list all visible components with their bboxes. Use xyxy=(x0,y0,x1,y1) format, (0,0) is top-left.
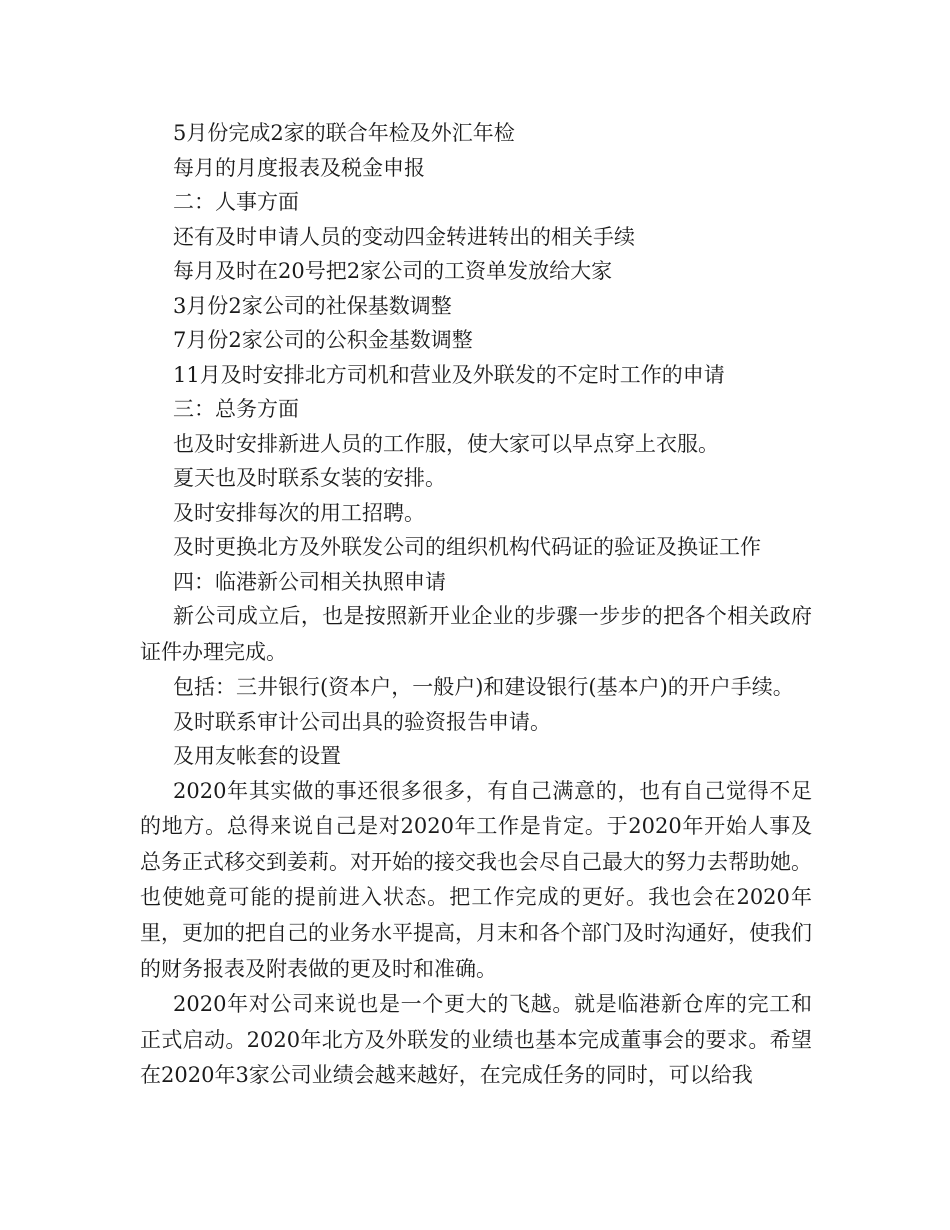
text-line: 及用友帐套的设置 xyxy=(173,744,341,769)
text-line: 11月及时安排北方司机和营业及外联发的不定时工作的申请 xyxy=(173,362,725,387)
document-body xyxy=(140,116,812,1094)
text-line: 7月份2家公司的公积金基数调整 xyxy=(173,328,473,352)
text-line: 每月及时在20号把2家公司的工资单发放给大家 xyxy=(173,259,613,283)
section-heading: 四：临港新公司相关执照申请 xyxy=(173,569,446,594)
text-line: 还有及时申请人员的变动四金转进转出的相关手续 xyxy=(173,224,635,249)
paragraph: 2020年其实做的事还很多很多，有自己满意的，也有自己觉得不足的地方。总得来说自己是对2020年工作是肯定。于2020年开始人事及总务正式移交到姜莉。对开始的接交我也会尽自己最大的努力去帮助她。也使她竟可能的提前进入状态。把工作完成的更好。我也会在2020年里，更加的把自己的业务水平提高，月末和各个部门及时沟通好，使我们的财务报表及附表做的更及时和准确。 xyxy=(140,778,812,981)
paragraph: 新公司成立后，也是按照新开业企业的步骤一步步的把各个相关政府证件办理完成。 xyxy=(140,604,812,664)
paragraph: 2020年对公司来说也是一个更大的飞越。就是临港新仓库的完工和正式启动。2020年北方及外联发的业绩也基本完成董事会的要求。希望在2020年3家公司业绩会越来越好，在完成任务的同时，可以给我 xyxy=(140,992,812,1088)
section-heading: 三：总务方面 xyxy=(173,397,299,421)
text-line: 及时安排每次的用工招聘。 xyxy=(173,500,425,525)
text-line: 也及时安排新进人员的工作服，使大家可以早点穿上衣服。 xyxy=(173,431,719,456)
text-line: 5月份完成2家的联合年检及外汇年检 xyxy=(173,121,515,145)
text-line: 3月份2家公司的社保基数调整 xyxy=(173,293,452,318)
text-line: 包括：三井银行(资本户，一般户)和建设银行(基本户)的开户手续。 xyxy=(173,675,794,700)
text-line: 及时联系审计公司出具的验资报告申请。 xyxy=(173,709,551,734)
text-line: 每月的月度报表及税金申报 xyxy=(173,155,425,180)
section-heading: 二：人事方面 xyxy=(173,190,299,214)
text-line: 及时更换北方及外联发公司的组织机构代码证的验证及换证工作 xyxy=(173,535,761,559)
text-line: 夏天也及时联系女装的安排。 xyxy=(173,466,446,490)
